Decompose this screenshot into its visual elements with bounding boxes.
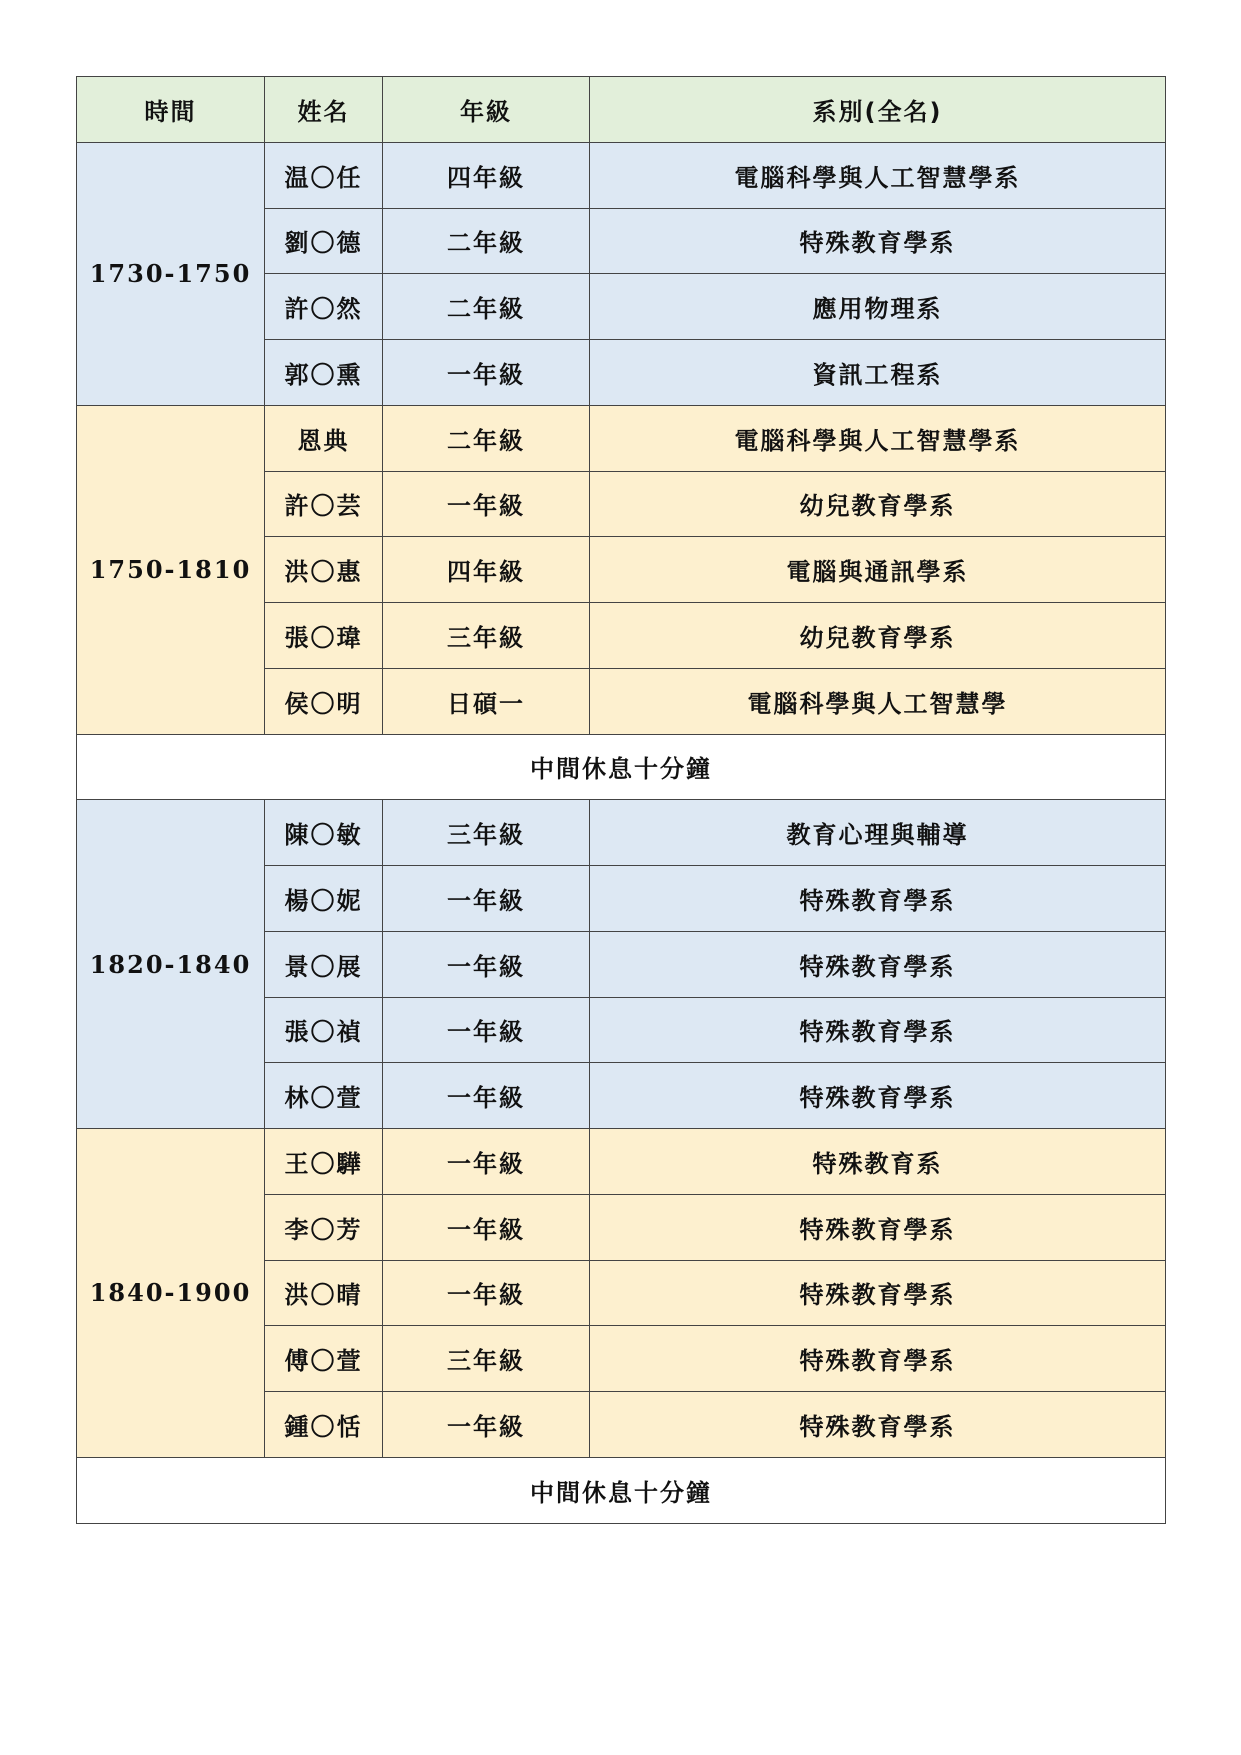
table-row: [77, 142, 1166, 208]
header-name: 姓名: [265, 77, 383, 143]
student-department: 特殊教育學系: [590, 1326, 1166, 1392]
student-name: 王〇驊: [265, 1129, 383, 1195]
student-grade: 一年級: [383, 340, 590, 406]
student-name: 景〇展: [265, 931, 383, 997]
student-name: 洪〇晴: [265, 1260, 383, 1326]
student-grade: 三年級: [383, 1326, 590, 1392]
student-grade: 三年級: [383, 800, 590, 866]
student-name: 陳〇敏: [265, 800, 383, 866]
break-row: [77, 734, 1166, 800]
student-department: 特殊教育學系: [590, 1392, 1166, 1458]
student-name: 林〇萱: [265, 1063, 383, 1129]
student-grade: 一年級: [383, 1260, 590, 1326]
student-department: 特殊教育學系: [590, 866, 1166, 932]
student-department: 幼兒教育學系: [590, 603, 1166, 669]
student-department: 電腦科學與人工智慧學系: [590, 142, 1166, 208]
student-grade: 一年級: [383, 471, 590, 537]
student-grade: 一年級: [383, 1129, 590, 1195]
student-department: 特殊教育學系: [590, 997, 1166, 1063]
time-slot: 1730-1750: [77, 142, 265, 405]
student-name: 張〇瑋: [265, 603, 383, 669]
student-name: 鍾〇恬: [265, 1392, 383, 1458]
break-label: 中間休息十分鐘: [77, 1457, 1166, 1523]
student-name: 温〇任: [265, 142, 383, 208]
schedule-table: [76, 76, 1166, 1524]
student-grade: 一年級: [383, 997, 590, 1063]
student-name: 劉〇德: [265, 208, 383, 274]
student-department: 特殊教育學系: [590, 208, 1166, 274]
student-grade: 二年級: [383, 274, 590, 340]
student-name: 張〇禎: [265, 997, 383, 1063]
break-row: [77, 1457, 1166, 1523]
student-name: 侯〇明: [265, 668, 383, 734]
header-row: [77, 77, 1166, 143]
student-grade: 四年級: [383, 142, 590, 208]
table-row: [77, 1129, 1166, 1195]
student-grade: 一年級: [383, 931, 590, 997]
student-name: 李〇芳: [265, 1194, 383, 1260]
student-department: 特殊教育學系: [590, 1063, 1166, 1129]
student-grade: 一年級: [383, 1063, 590, 1129]
student-grade: 二年級: [383, 405, 590, 471]
student-department: 特殊教育學系: [590, 1194, 1166, 1260]
break-label: 中間休息十分鐘: [77, 734, 1166, 800]
student-grade: 一年級: [383, 1194, 590, 1260]
student-grade: 二年級: [383, 208, 590, 274]
student-department: 幼兒教育學系: [590, 471, 1166, 537]
student-department: 應用物理系: [590, 274, 1166, 340]
student-grade: 四年級: [383, 537, 590, 603]
student-department: 教育心理與輔導: [590, 800, 1166, 866]
student-name: 許〇然: [265, 274, 383, 340]
time-slot: 1840-1900: [77, 1129, 265, 1458]
student-department: 電腦科學與人工智慧學系: [590, 405, 1166, 471]
student-name: 傅〇萱: [265, 1326, 383, 1392]
student-name: 郭〇熏: [265, 340, 383, 406]
time-slot: 1820-1840: [77, 800, 265, 1129]
student-grade: 一年級: [383, 1392, 590, 1458]
student-name: 洪〇惠: [265, 537, 383, 603]
table-row: [77, 405, 1166, 471]
student-name: 楊〇妮: [265, 866, 383, 932]
student-department: 特殊教育學系: [590, 1260, 1166, 1326]
header-time: 時間: [77, 77, 265, 143]
student-grade: 一年級: [383, 866, 590, 932]
student-name: 恩典: [265, 405, 383, 471]
table-row: [77, 800, 1166, 866]
header-grade: 年級: [383, 77, 590, 143]
student-grade: 三年級: [383, 603, 590, 669]
student-grade: 日碩一: [383, 668, 590, 734]
student-department: 特殊教育系: [590, 1129, 1166, 1195]
header-department: 系別(全名): [590, 77, 1166, 143]
student-department: 電腦與通訊學系: [590, 537, 1166, 603]
student-department: 電腦科學與人工智慧學: [590, 668, 1166, 734]
student-department: 特殊教育學系: [590, 931, 1166, 997]
student-name: 許〇芸: [265, 471, 383, 537]
time-slot: 1750-1810: [77, 405, 265, 734]
student-department: 資訊工程系: [590, 340, 1166, 406]
